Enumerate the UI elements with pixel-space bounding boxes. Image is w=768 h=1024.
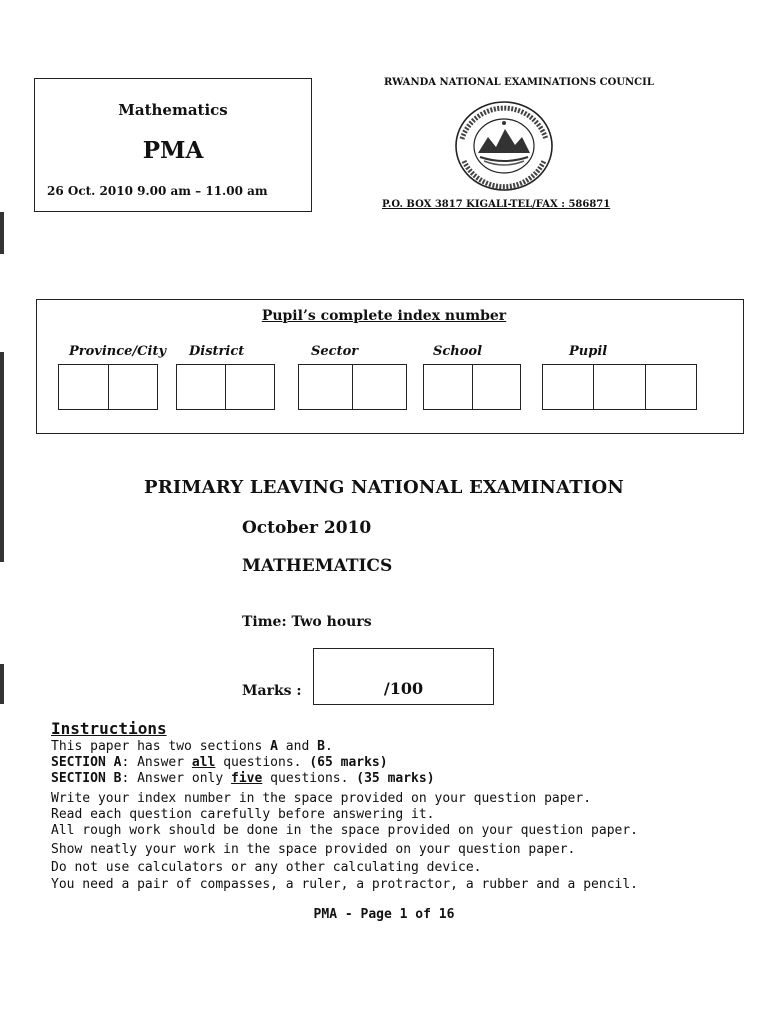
digit-cell[interactable] [299, 365, 352, 409]
council-address: P.O. BOX 3817 KIGALI-TEL/FAX : 586871 [382, 199, 611, 210]
index-number-title: Pupil’s complete index number [261, 308, 507, 324]
exam-title: PRIMARY LEAVING NATIONAL EXAMINATION [143, 477, 625, 498]
province-city-digits [58, 364, 158, 410]
instruction-line: Read each question carefully before answering it. [51, 807, 435, 822]
digit-cell[interactable] [59, 365, 108, 409]
exam-date-time: 26 Oct. 2010 9.00 am – 11.00 am [47, 184, 268, 198]
digit-cell[interactable] [472, 365, 521, 409]
scan-artifact [0, 664, 4, 704]
pupil-label: Pupil [569, 344, 608, 359]
subject-box [34, 78, 312, 212]
digit-cell[interactable] [593, 365, 644, 409]
digit-cell[interactable] [225, 365, 274, 409]
digit-cell[interactable] [352, 365, 406, 409]
marks-label: Marks : [242, 683, 302, 699]
instruction-line: Do not use calculators or any other calculating device. [51, 860, 482, 875]
exam-duration: Time: Two hours [242, 614, 372, 630]
marks-total: /100 [383, 679, 424, 698]
exam-month: October 2010 [242, 518, 372, 538]
scan-artifact [0, 212, 4, 254]
instructions-heading: Instructions [51, 719, 167, 738]
digit-cell[interactable] [424, 365, 472, 409]
instruction-line: SECTION A: Answer all questions. (65 marks) [51, 755, 388, 770]
paper-code: PMA [142, 137, 204, 164]
instruction-line: SECTION B: Answer only five questions. (35 marks) [51, 771, 435, 786]
instruction-line: This paper has two sections A and B. [51, 739, 333, 754]
district-label: District [189, 344, 245, 359]
scan-artifact [0, 352, 4, 562]
district-digits [176, 364, 275, 410]
school-label: School [433, 344, 483, 359]
council-name: RWANDA NATIONAL EXAMINATIONS COUNCIL [384, 77, 654, 88]
province-city-label: Province/City [69, 344, 167, 359]
instruction-line: Write your index number in the space provided on your question paper. [51, 791, 592, 806]
digit-cell[interactable] [645, 365, 696, 409]
page-footer: PMA - Page 1 of 16 [313, 907, 455, 922]
sector-label: Sector [311, 344, 359, 359]
exam-subject: MATHEMATICS [242, 556, 393, 576]
instruction-line: You need a pair of compasses, a ruler, a protractor, a rubber and a pencil. [51, 877, 638, 892]
sector-digits [298, 364, 407, 410]
council-seal-icon [452, 99, 556, 193]
digit-cell[interactable] [108, 365, 158, 409]
instruction-line: Show neatly your work in the space provided on your question paper. [51, 842, 576, 857]
school-digits [423, 364, 521, 410]
instruction-line: All rough work should be done in the space provided on your question paper. [51, 823, 638, 838]
digit-cell[interactable] [177, 365, 225, 409]
subject-name: Mathematics [118, 101, 228, 119]
pupil-digits [542, 364, 697, 410]
digit-cell[interactable] [543, 365, 593, 409]
